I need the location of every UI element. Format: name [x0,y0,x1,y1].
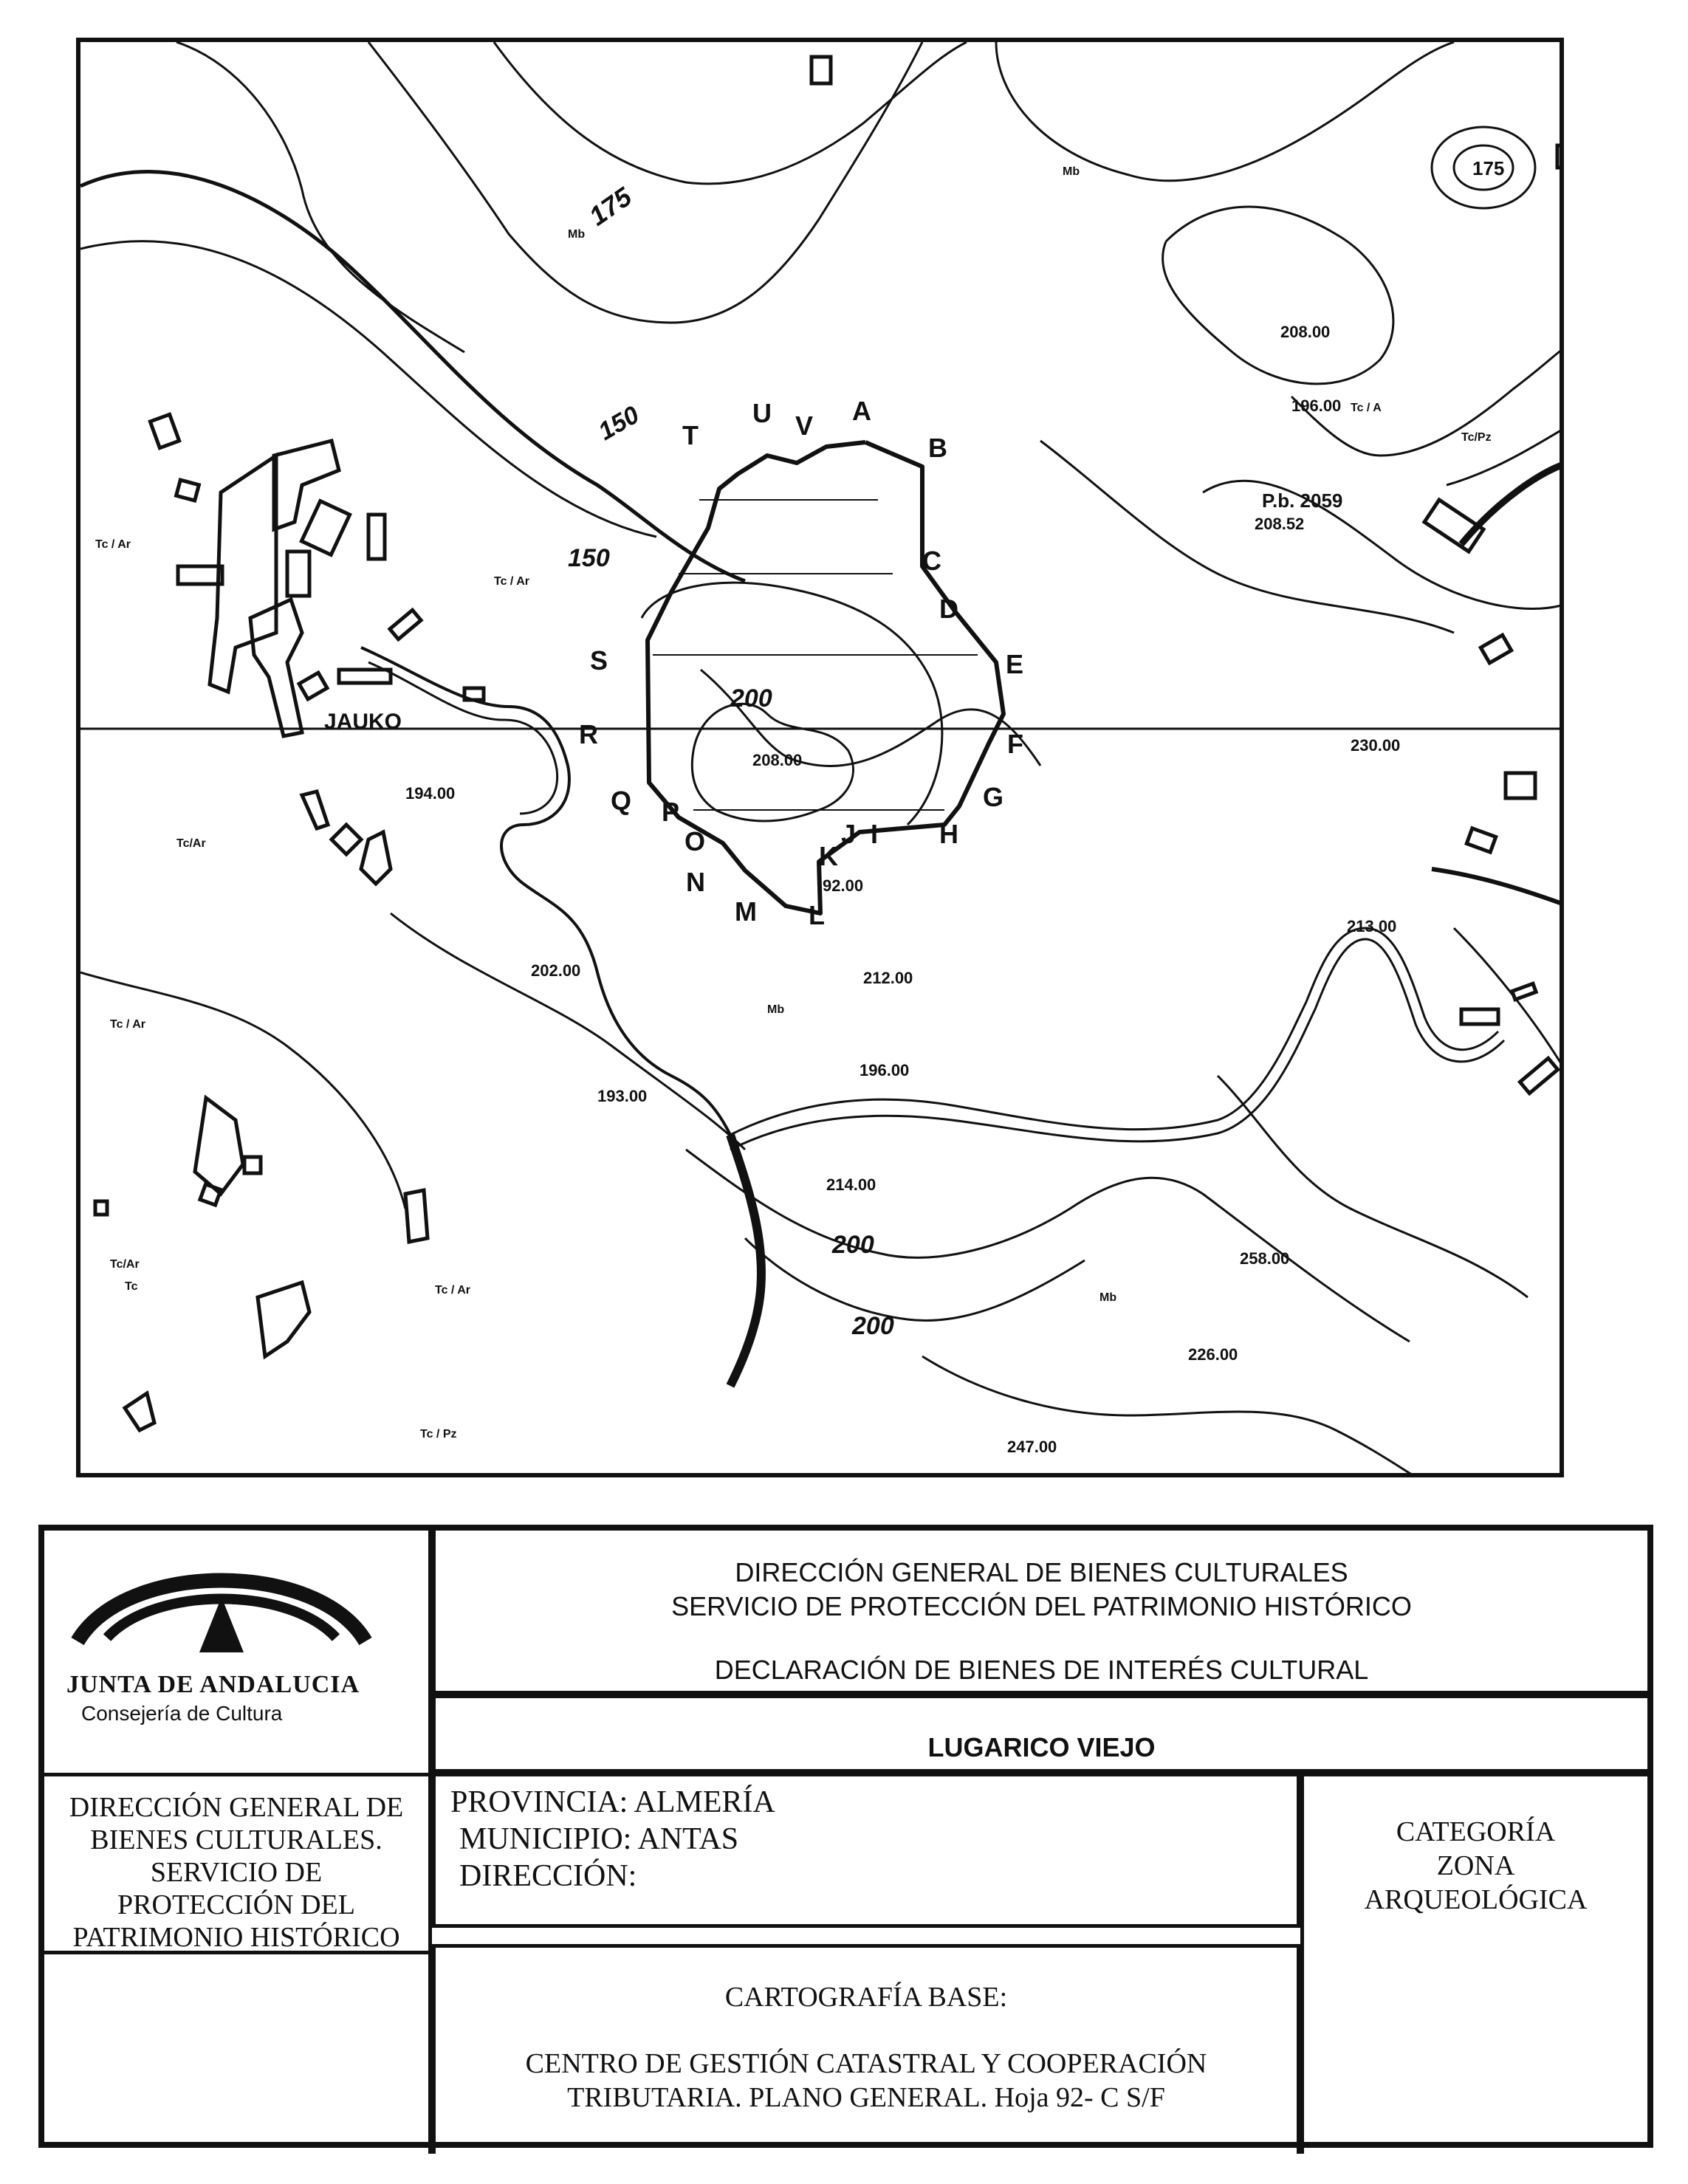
directorate-line: PROTECCIÓN DEL [117,1889,355,1920]
vertex-label: Q [611,786,632,816]
elevation-label: 193.00 [597,1087,648,1105]
place-name: JAUKO [324,710,402,734]
provincia-field: PROVINCIA: ALMERÍA [450,1785,775,1819]
building [258,1282,309,1356]
contour-label: 200 [832,1231,874,1259]
directorate-cell [44,1773,432,2154]
junta-andalucia-emblem-icon [66,1545,377,1663]
cartography-title: CARTOGRAFÍA BASE: [724,1982,1008,2013]
category-label: CATEGORÍA [1396,1816,1556,1847]
building [339,670,391,683]
elevation-label: 194.00 [405,784,456,803]
vertex-label: E [1006,649,1024,679]
cartography-cell [432,1944,1300,2154]
vertex-label: A [852,396,871,426]
municipio-field: MUNICIPIO: ANTAS [459,1822,739,1856]
contour-line [686,1150,1410,1342]
cartography-line2: TRIBUTARIA. PLANO GENERAL. Hoja 92- C S/F [567,2082,1165,2113]
vertex-label: V [795,411,814,441]
building [274,441,339,529]
stream [730,928,1498,1135]
pb-label: P.b. 2059 [1262,490,1343,512]
elevation-label: 208.00 [1280,323,1331,341]
elevation-label: 213.00 [1347,917,1397,935]
geology-code: Mb [1099,1291,1117,1304]
elevation-label: 214.00 [826,1175,876,1194]
vertex-label: D [939,594,958,624]
vertex-label: K [819,841,838,871]
elevation-label: 208.52 [1255,515,1305,533]
category-value: ZONA [1436,1850,1515,1881]
contour-label: 200 [730,684,772,712]
vertex-label: N [686,867,705,897]
header-cell [432,1531,1647,1694]
geology-code: Tc / Ar [110,1018,146,1031]
elevation-label: 92.00 [823,876,864,895]
building [464,688,484,700]
contour-line [494,42,967,184]
building [287,552,309,596]
building [1424,500,1483,552]
directorate-line: PATRIMONIO HISTÓRICO [72,1922,400,1953]
contour-line [996,42,1454,181]
direccion-field: DIRECCIÓN: [459,1859,637,1893]
building [1520,1058,1557,1093]
geology-code: Mb [767,1003,785,1016]
geology-code: Tc / A [1351,402,1382,414]
geology-code: Tc / Ar [95,538,131,551]
geology-code: Tc / Pz [420,1428,457,1440]
contour-line [1454,928,1564,1076]
geology-code: Tc/Ar [176,837,206,850]
header-line3: DECLARACIÓN DE BIENES DE INTERÉS CULTURAL [714,1655,1369,1685]
header-line1: DIRECCIÓN GENERAL DE BIENES CULTURALES [735,1557,1348,1587]
vertex-label: B [928,433,947,463]
building [812,57,831,83]
building [195,1098,243,1194]
building [150,414,179,447]
cartography-line1: CENTRO DE GESTIÓN CATASTRAL Y COOPERACIÓN [525,2048,1207,2079]
geology-code: Tc [125,1280,138,1293]
contour-line [80,172,745,581]
category-cell [1300,1773,1647,2154]
contour-line [1040,441,1454,633]
vertex-label: M [735,896,757,927]
elevation-label: 202.00 [531,961,581,980]
vertex-label: O [685,826,706,856]
building [1466,828,1495,852]
contour-label: 175 [1472,157,1505,179]
vertex-label: S [590,645,608,676]
geology-code: Mb [1063,165,1080,178]
stream [730,939,1504,1150]
elevation-label: 196.00 [1291,396,1342,415]
building [210,456,276,692]
geology-code: Mb [568,228,586,241]
contour-line [745,1238,1085,1321]
building [1512,983,1536,1000]
building [200,1184,221,1205]
vertex-label: R [579,719,598,749]
stream [368,662,557,814]
building [299,673,327,699]
vertex-label: L [809,900,825,930]
building [361,832,391,884]
elevation-label: 226.00 [1188,1345,1238,1364]
building [176,480,199,501]
title-block [38,1525,1653,2148]
vertex-label: I [871,819,879,849]
elevation-label: 196.00 [860,1061,910,1079]
building [405,1190,428,1242]
contour-label: 150 [568,544,610,572]
elevation-label: 247.00 [1007,1438,1057,1456]
geology-code: Tc / Ar [435,1284,471,1297]
vertex-label: T [682,420,699,450]
site-name-cell [432,1694,1647,1773]
vertex-label: P [662,797,680,827]
building [332,825,361,854]
stream [361,648,730,1135]
building [302,791,328,828]
vertex-label: C [922,546,941,576]
building [244,1157,261,1173]
building [1481,635,1511,663]
contour-line [391,913,745,1150]
vertex-label: U [752,398,772,428]
building [1506,773,1535,798]
contour-label: 150 [594,400,645,446]
topographic-map [76,38,1564,1477]
geology-code: Tc / Ar [494,575,530,588]
building [368,515,385,559]
directorate-line: BIENES CULTURALES. [90,1824,382,1855]
geology-code: Tc/Pz [1461,431,1492,444]
elevation-label: 230.00 [1351,736,1401,755]
elevation-label: 208.00 [752,751,803,769]
building [95,1201,107,1215]
vertex-label: J [841,819,857,849]
building [301,501,349,555]
header-line2: SERVICIO DE PROTECCIÓN DEL PATRIMONIO HISTÓRICO [671,1591,1412,1621]
vertex-label: G [983,782,1004,812]
logo-subtitle: Consejería de Cultura [81,1702,283,1725]
road [1432,869,1564,906]
directorate-line: SERVICIO DE [150,1857,323,1888]
contour-line [368,42,922,323]
map-canvas [80,42,1564,1477]
directorate-line: DIRECCIÓN GENERAL DE [69,1792,404,1823]
contour-line [642,583,942,825]
elevation-label: 258.00 [1240,1249,1290,1268]
contour-line [1163,207,1393,384]
vertex-label: F [1007,729,1023,759]
building [1557,145,1564,168]
building [1461,1009,1498,1024]
building [178,566,222,584]
contour-line [176,42,464,352]
contour-line [922,1356,1424,1477]
geology-code: Tc/Ar [110,1258,140,1271]
site-name: LUGARICO VIEJO [927,1732,1156,1762]
elevation-label: 212.00 [863,969,913,987]
logo-name: JUNTA DE ANDALUCIA [66,1671,360,1698]
building [125,1393,154,1430]
contour-label: 175 [583,181,637,232]
stream [730,1135,761,1386]
building [390,610,421,639]
vertex-label: H [939,819,958,849]
contour-label: 200 [852,1312,894,1340]
category-value: ARQUEOLÓGICA [1364,1884,1588,1915]
location-cell [432,1773,1300,1928]
